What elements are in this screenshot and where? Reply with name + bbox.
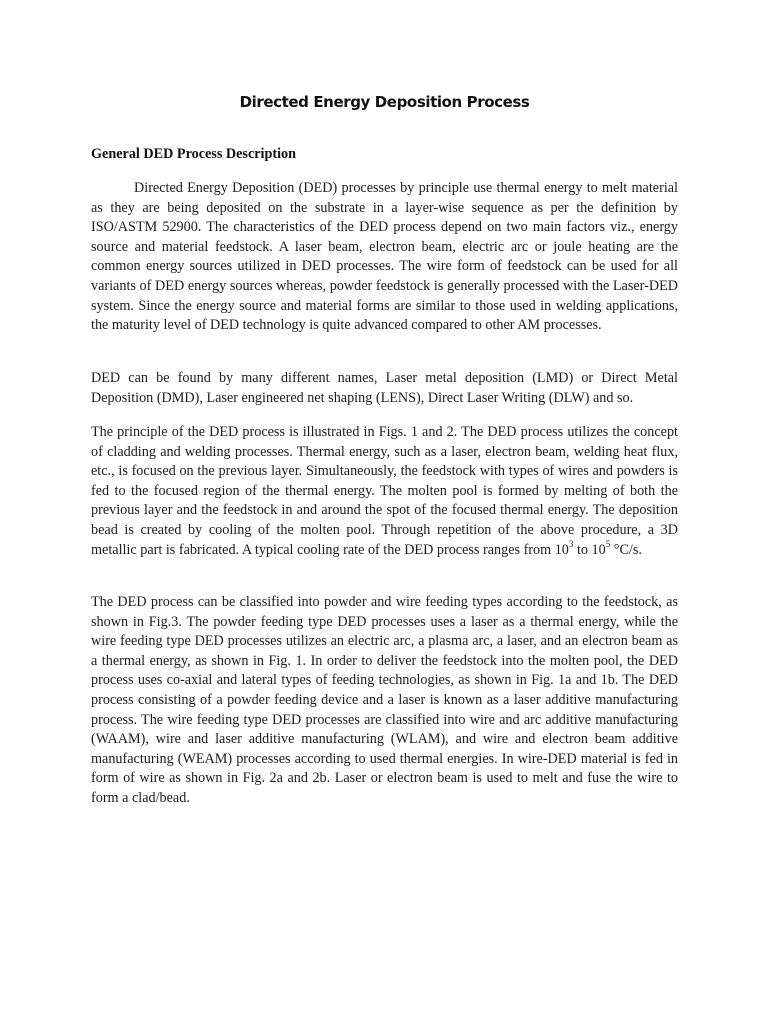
paragraph-3 [91, 423, 678, 560]
paragraph-1: Directed Energy Deposition (DED) processes by principle use thermal energy to melt material as they are being deposited on the substrate in a layer-wise sequence as per the definition by ISO/ASTM 52900. The characteristics of the DED process depend on two main factors viz., energy source and material feedstock. A laser beam, electron beam, electric arc or joule heating are the common energy sources utilized in DED processes. The wire form of feedstock can be used for all variants of DED energy sources whereas, powder feedstock is generally processed with the Laser-DED system. Since the energy source and material forms are similar to those used in welding applications, the maturity level of DED technology is quite advanced compared to other AM processes. [91, 180, 678, 334]
paragraph-4: The DED process can be classified into powder and wire feeding types according to the feedstock, as shown in Fig.3. The powder feeding type DED processes uses a laser as a thermal energy, while the wire feeding type DED processes utilizes an electric arc, a plasma arc, a laser, and an electron beam as a thermal energy, as shown in Fig. 1. In order to deliver the feedstock into the molten pool, the DED process uses co-axial and lateral types of feeding technologies, as shown in Fig. 1a and 1b. The DED process consisting of a powder feeding device and a laser is known as a laser additive manufacturing process. The wire feeding type DED processes are classified into wire and arc additive manufacturing (WAAM), wire and laser additive manufacturing (WLAM), and wire and electron beam additive manufacturing (WEAM) processes according to used thermal energies. In wire-DED material is fed in form of wire as shown in Fig. 2a and 2b. Laser or electron beam is used to melt and fuse the wire to form a clad/bead. [91, 594, 678, 806]
section-heading: General DED Process Description [91, 146, 297, 162]
paragraph-3-text: The principle of the DED process is illustrated in Figs. 1 and 2. The DED process utilizes the concept of cladding and welding processes. Thermal energy, such as a laser, electron beam, welding heat flux, etc., is focused on the previous layer. Simultaneously, the feedstock with types of wires and powders is fed to the focused region of the thermal energy. The molten pool is formed by melting of both the previous layer and the feedstock in and around the spot of the focused thermal energy. The deposition bead is created by cooling of the molten pool. Through repetition of the above procedure, a 3D metallic part is fabricated. A typical cooling rate of the DED process ranges from 10 [91, 424, 678, 558]
paragraph-3-between: to 10 [573, 541, 606, 558]
paragraph-3-ending: °C/s. [610, 541, 642, 558]
paragraph-2: DED can be found by many different names, Laser metal deposition (LMD) or Direct Metal Deposition (DMD), Laser engineered net shaping (LENS), Direct Laser Writing (DLW) and so. [91, 370, 678, 406]
superscript-exponent-2: 5 [605, 538, 611, 549]
superscript-exponent-1: 3 [568, 538, 574, 549]
document-title: Directed Energy Deposition Process [239, 93, 530, 111]
